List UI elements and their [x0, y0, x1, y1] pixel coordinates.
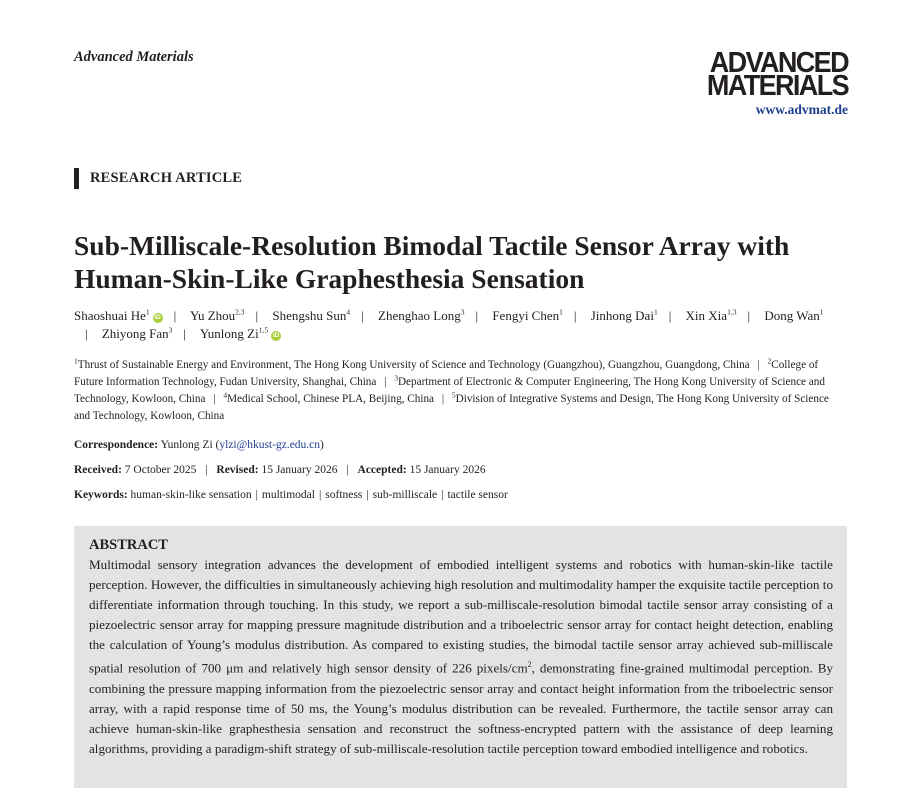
author-separator: |: [361, 308, 364, 323]
revised-label: Revised:: [216, 464, 259, 476]
author: [190, 308, 245, 323]
correspondence-email-link[interactable]: ylzi@hkust-gz.edu.cn: [219, 439, 321, 451]
keyword: tactile sensor: [447, 489, 508, 501]
logo-line-2: MATERIALS: [706, 69, 848, 102]
keyword: softness: [325, 489, 363, 501]
author-affiliation-sup: 1,3: [727, 307, 737, 317]
author-name: Fengyi Chen: [492, 308, 560, 323]
author: [492, 308, 563, 323]
keyword-separator: |: [366, 489, 369, 501]
keywords-list: [131, 489, 508, 501]
author-separator: |: [173, 308, 177, 323]
keywords-label: Keywords:: [74, 489, 128, 501]
keyword-separator: |: [255, 489, 258, 501]
author-affiliation-sup: 1: [559, 307, 563, 317]
revised-date: 15 January 2026: [261, 464, 338, 476]
keyword-separator: |: [441, 489, 444, 501]
author: [74, 308, 163, 323]
affiliation-separator: |: [384, 376, 387, 388]
abstract-heading: ABSTRACT: [89, 537, 168, 553]
author: [591, 308, 658, 323]
article-type-label: RESEARCH ARTICLE: [74, 168, 242, 189]
article-dates: [74, 462, 486, 478]
correspondence: Correspondence: Yunlong Zi (ylzi@hkust-gz.edu.cn): [74, 439, 324, 451]
accepted-date: 15 January 2026: [409, 464, 486, 476]
orcid-icon[interactable]: iD: [154, 314, 161, 321]
abstract-text-part-1: Multimodal sensory integration advances the development of embodied intelligent systems and robotics with human-skin-like tactile perception. However, the difficulties in simultaneously achieving high resolution and multimodality hamper the exquisite tactile perception to differentiate information through touching. In this study, we report a sub-milliscale-resolution bimodal tactile sensor array consisting of a piezoelectric sensor array for mapping pressure magnitude distribution and a triboelectric sensor array for contact height detection, enabling the calculation of Young’s modulus distribution. As compared to existing studies, the bimodal tactile sensor array achieved sub-milliscale spatial resolution of 700 μm and relatively high sensor density of 226 pixels/cm: [89, 557, 833, 676]
affiliation-number: 1: [74, 356, 78, 366]
affiliation: [223, 390, 435, 405]
author-separator: |: [475, 308, 479, 323]
logo-line-1: ADVANCED: [709, 46, 848, 79]
author-affiliation-sup: 2,3: [235, 307, 245, 317]
keyword: sub-milliscale: [372, 489, 438, 501]
received-label: Received:: [74, 464, 122, 476]
abstract-text-part-2: , demonstrating fine-grained multimodal perception. By combining the pressure mapping information from the piezoelectric sensor array and contact height information from the triboelectric sensor array, with a rapid response time of 50 ms, the Young’s modulus distribution can be revealed. Furthermore, the tactile sensor array can achieve human-skin-like graphesthesia sensation and reconstruct the softness-encrypted pattern with the assistance of deep learning algorithms, providing a paradigm-shift strategy of sub-milliscale-resolution tactile perception toward embodied intelligence and robotics.: [89, 660, 833, 757]
author: [378, 308, 464, 323]
affiliation-text: Department of Electronic & Computer Engineering, The Hong Kong University of Science and Technology, Kowloon, China: [74, 376, 825, 405]
author: [764, 308, 823, 323]
author-affiliation-sup: 1: [145, 307, 150, 317]
author-separator: |: [573, 308, 577, 323]
affiliation-text: Medical School, Chinese PLA, Beijing, China: [227, 393, 435, 405]
author: [200, 326, 281, 341]
author-name: Shaoshuai He: [74, 308, 146, 323]
affiliation-separator: |: [213, 393, 216, 405]
affiliation: [74, 356, 750, 371]
article-title: Sub-Milliscale-Resolution Bimodal Tactile Sensor Array with Human-Skin-Like Graphesthesia Sensation: [74, 230, 790, 294]
correspondence-label: Correspondence:: [74, 439, 159, 451]
abstract-text: [89, 555, 833, 759]
author-affiliation-sup: 3: [460, 307, 465, 317]
author-list: [74, 307, 844, 343]
author-name: Xin Xia: [685, 308, 728, 323]
accepted-label: Accepted:: [357, 464, 407, 476]
affiliation-text: College of Future Information Technology, Fudan University, Shanghai, China: [74, 359, 819, 388]
keyword: human-skin-like sensation: [130, 489, 252, 501]
abstract-superscript: 2: [527, 660, 532, 670]
received-date: 7 October 2025: [124, 464, 197, 476]
affiliation-number: 3: [394, 373, 398, 383]
keyword-separator: |: [318, 489, 322, 501]
author-affiliation-sup: 1: [653, 307, 658, 317]
author-affiliation-sup: 1,5: [258, 325, 269, 335]
journal-name: Advanced Materials: [74, 49, 194, 65]
affiliation-separator: |: [441, 393, 445, 405]
journal-url-link[interactable]: www.advmat.de: [755, 102, 848, 117]
abstract-box: [74, 526, 847, 788]
author: [272, 308, 350, 323]
correspondence-name: Yunlong Zi: [160, 439, 213, 451]
author: [686, 308, 737, 323]
author-separator: |: [85, 326, 88, 341]
author-separator: |: [183, 326, 187, 341]
author-name: Shengshu Sun: [272, 308, 347, 323]
author-separator: |: [747, 308, 751, 323]
author-name: Yunlong Zi: [199, 326, 259, 341]
affiliation-number: 4: [223, 390, 228, 400]
keywords: [74, 487, 508, 503]
author-separator: |: [255, 308, 259, 323]
author-separator: |: [668, 308, 672, 323]
author: [102, 326, 173, 341]
affiliation-text: Division of Integrative Systems and Design, The Hong Kong University of Science and Technology, Kowloon, China: [74, 393, 829, 422]
author-name: Yu Zhou: [190, 308, 236, 323]
author-affiliation-sup: 4: [346, 307, 351, 317]
author-name: Dong Wan: [764, 308, 820, 323]
journal-logo: [678, 46, 848, 102]
author-name: Jinhong Dai: [590, 308, 654, 323]
affiliation-number: 2: [767, 356, 772, 366]
affiliation-number: 5: [451, 390, 456, 400]
affiliations: [74, 357, 844, 425]
affiliation-text: Thrust of Sustainable Energy and Environment, The Hong Kong University of Science and Technology (Guangzhou), Guangzhou, Guangdong, China: [77, 359, 750, 371]
author-name: Zhenghao Long: [378, 308, 461, 323]
keyword: multimodal: [261, 489, 315, 501]
author-affiliation-sup: 1: [819, 307, 824, 317]
date-separator: |: [205, 464, 208, 476]
author-affiliation-sup: 3: [168, 325, 173, 335]
affiliation-separator: |: [757, 359, 760, 371]
author-name: Zhiyong Fan: [101, 326, 169, 341]
date-separator: |: [346, 464, 349, 476]
orcid-icon[interactable]: iD: [272, 332, 280, 339]
